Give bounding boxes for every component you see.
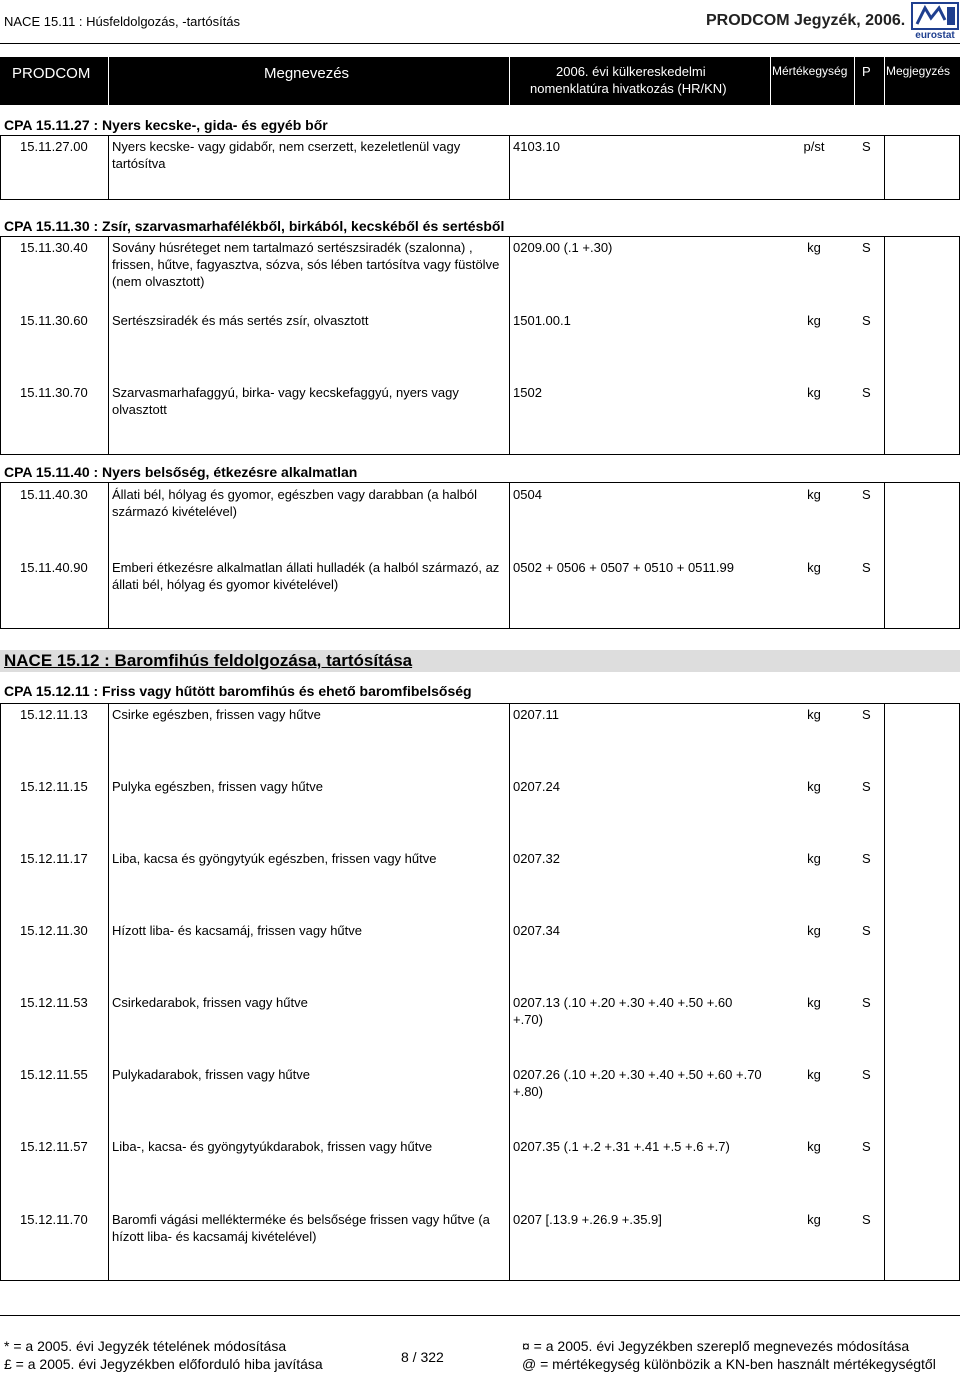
footer-legend-pound: £ = a 2005. évi Jegyzékben előforduló hiba javítása xyxy=(4,1356,323,1372)
nace-heading-bar xyxy=(0,650,960,672)
p-flag: S xyxy=(862,385,871,400)
footer-rule xyxy=(0,1315,960,1316)
product-description: Állati bél, hólyag és gyomor, egészben vagy darabban (a halból származó kivételével) xyxy=(112,487,477,519)
row-divider xyxy=(0,199,960,200)
header-document-title: PRODCOM Jegyzék, 2006. xyxy=(706,12,906,29)
p-flag: S xyxy=(862,923,871,938)
unit: kg xyxy=(807,313,821,328)
prodcom-code: 15.11.30.70 xyxy=(20,385,88,400)
product-description: Liba-, kacsa- és gyöngytyúkdarabok, frissen vagy hűtve xyxy=(112,1139,433,1154)
prodcom-code: 15.11.30.40 xyxy=(20,240,88,255)
cn-reference: 0207.32 xyxy=(513,851,560,866)
unit: kg xyxy=(807,487,821,502)
prodcom-code: 15.11.40.90 xyxy=(20,560,88,575)
p-flag: S xyxy=(862,1212,871,1227)
p-flag: S xyxy=(862,779,871,794)
p-flag: S xyxy=(862,313,871,328)
prodcom-code: 15.11.40.30 xyxy=(20,487,88,502)
prodcom-code: 15.11.27.00 xyxy=(20,139,88,154)
row-divider xyxy=(0,236,960,237)
grid-line xyxy=(108,482,109,628)
prodcom-code: 15.12.11.17 xyxy=(20,851,88,866)
grid-line xyxy=(884,482,885,628)
footer-legend-at: @ = mértékegység különbözik a KN-ben használt mértékegységtől xyxy=(522,1356,936,1372)
unit: kg xyxy=(807,851,821,866)
p-flag: S xyxy=(862,240,871,255)
column-header-bar xyxy=(0,57,960,105)
cn-reference: 0207.24 xyxy=(513,779,560,794)
product-description: Emberi étkezésre alkalmatlan állati hulladék (a halból származó, az állati bél, hólyag és gyomor kivételével) xyxy=(112,560,500,592)
product-description: Sertészsiradék és más sertés zsír, olvasztott xyxy=(112,313,369,328)
product-description: Pulykadarabok, frissen vagy hűtve xyxy=(112,1067,310,1082)
col-nomenclature-line2: nomenklatúra hivatkozás (HR/KN) xyxy=(530,81,727,96)
cn-reference: 0207.13 (.10 +.20 +.30 +.40 +.50 +.60 +.70) xyxy=(513,995,733,1027)
cpa-heading: CPA 15.11.30 : Zsír, szarvasmarhafélékből, birkából, kecskéből és sertésből xyxy=(4,218,505,234)
product-description: Sovány húsréteget nem tartalmazó sertészsiradék (szalonna) , frissen, hűtve, fagyasztva, sózva, sós lében tartósítva vagy füstölve (nem olvasztott) xyxy=(112,240,500,289)
row-divider xyxy=(0,135,960,136)
col-divider xyxy=(108,57,109,105)
cn-reference: 0207.35 (.1 +.2 +.31 +.41 +.5 +.6 +.7) xyxy=(513,1139,730,1154)
product-description: Baromfi vágási mellékterméke és belsősége frissen vagy hűtve (a hízott liba- és kacsamáj kivételével) xyxy=(112,1212,490,1244)
grid-line xyxy=(509,482,510,628)
cn-reference: 0504 xyxy=(513,487,542,502)
grid-line xyxy=(509,236,510,454)
product-description: Hízott liba- és kacsamáj, frissen vagy hűtve xyxy=(112,923,362,938)
cn-reference: 0502 + 0506 + 0507 + 0510 + 0511.99 xyxy=(513,560,734,575)
product-description: Liba, kacsa és gyöngytyúk egészben, frissen vagy hűtve xyxy=(112,851,437,866)
cn-reference: 0209.00 (.1 +.30) xyxy=(513,240,613,255)
cn-reference: 0207.26 (.10 +.20 +.30 +.40 +.50 +.60 +.70 +.80) xyxy=(513,1067,762,1099)
col-unit: Mértékegység xyxy=(772,64,848,78)
product-description: Csirkedarabok, frissen vagy hűtve xyxy=(112,995,308,1010)
cpa-heading: CPA 15.12.11 : Friss vagy hűtött baromfihús és ehető baromfibelsőség xyxy=(4,683,472,699)
row-divider xyxy=(0,628,960,629)
grid-line xyxy=(0,236,1,454)
grid-line xyxy=(884,236,885,454)
col-divider xyxy=(884,57,885,105)
p-flag: S xyxy=(862,1067,871,1082)
grid-line xyxy=(108,135,109,199)
col-remarks: Megjegyzés xyxy=(886,64,951,78)
unit: kg xyxy=(807,560,821,575)
page-number: 8 / 322 xyxy=(401,1349,444,1365)
page-header xyxy=(0,0,960,44)
cn-reference: 1501.00.1 xyxy=(513,313,571,328)
p-flag: S xyxy=(862,139,871,154)
cn-reference: 0207.11 xyxy=(513,707,560,722)
prodcom-code: 15.12.11.13 xyxy=(20,707,88,722)
col-divider xyxy=(509,57,510,105)
footer-legend-asterisk: * = a 2005. évi Jegyzék tételének módosítása xyxy=(4,1338,287,1354)
product-description: Nyers kecske- vagy gidabőr, nem cserzett, kezeletlenül vagy tartósítva xyxy=(112,139,461,171)
prodcom-code: 15.12.11.55 xyxy=(20,1067,88,1082)
unit: kg xyxy=(807,385,821,400)
unit: kg xyxy=(807,1212,821,1227)
row-divider xyxy=(0,454,960,455)
col-p: P xyxy=(862,64,871,79)
eurostat-logo xyxy=(911,2,959,40)
svg-text:eurostat: eurostat xyxy=(915,30,955,40)
cpa-heading: CPA 15.11.27 : Nyers kecske-, gida- és egyéb bőr xyxy=(4,117,328,133)
row-divider xyxy=(0,482,960,483)
cn-reference: 0207 [.13.9 +.26.9 +.35.9] xyxy=(513,1212,662,1227)
row-divider xyxy=(0,703,960,704)
cn-reference: 1502 xyxy=(513,385,542,400)
footer-legend-currency: ¤ = a 2005. évi Jegyzékben szereplő megnevezés módosítása xyxy=(522,1338,910,1354)
prodcom-code: 15.12.11.53 xyxy=(20,995,88,1010)
unit: kg xyxy=(807,779,821,794)
nace-heading: NACE 15.12 : Baromfihús feldolgozása, tartósítása xyxy=(4,651,413,670)
product-description: Csirke egészben, frissen vagy hűtve xyxy=(112,707,321,722)
unit: p/st xyxy=(803,139,825,154)
grid-line xyxy=(108,703,109,1280)
prodcom-code: 15.12.11.57 xyxy=(20,1139,88,1154)
row-divider xyxy=(0,1280,960,1281)
unit: kg xyxy=(807,240,821,255)
grid-line xyxy=(884,135,885,199)
grid-line xyxy=(108,236,109,454)
p-flag: S xyxy=(862,1139,871,1154)
prodcom-code: 15.12.11.70 xyxy=(20,1212,88,1227)
prodcom-code: 15.12.11.15 xyxy=(20,779,88,794)
prodcom-code: 15.11.30.60 xyxy=(20,313,88,328)
grid-line xyxy=(509,703,510,1280)
col-nomenclature-line1: 2006. évi külkereskedelmi xyxy=(556,64,706,79)
grid-line xyxy=(509,135,510,199)
p-flag: S xyxy=(862,995,871,1010)
col-divider xyxy=(854,57,855,105)
grid-line xyxy=(0,482,1,628)
grid-line xyxy=(884,703,885,1280)
p-flag: S xyxy=(862,560,871,575)
prodcom-code: 15.12.11.30 xyxy=(20,923,88,938)
unit: kg xyxy=(807,1067,821,1082)
grid-line xyxy=(0,135,1,199)
unit: kg xyxy=(807,923,821,938)
unit: kg xyxy=(807,707,821,722)
col-prodcom: PRODCOM xyxy=(12,65,91,82)
cn-reference: 0207.34 xyxy=(513,923,560,938)
product-description: Szarvasmarhafaggyú, birka- vagy kecskefaggyú, nyers vagy olvasztott xyxy=(112,385,459,417)
cn-reference: 4103.10 xyxy=(513,139,560,154)
product-description: Pulyka egészben, frissen vagy hűtve xyxy=(112,779,324,794)
col-megnevezes: Megnevezés xyxy=(264,65,350,82)
cpa-heading: CPA 15.11.40 : Nyers belsőség, étkezésre alkalmatlan xyxy=(4,464,358,480)
p-flag: S xyxy=(862,487,871,502)
col-divider xyxy=(770,57,771,105)
grid-line xyxy=(0,703,1,1280)
unit: kg xyxy=(807,1139,821,1154)
p-flag: S xyxy=(862,707,871,722)
header-section-title: NACE 15.11 : Húsfeldolgozás, -tartósítás xyxy=(4,14,241,29)
unit: kg xyxy=(807,995,821,1010)
p-flag: S xyxy=(862,851,871,866)
